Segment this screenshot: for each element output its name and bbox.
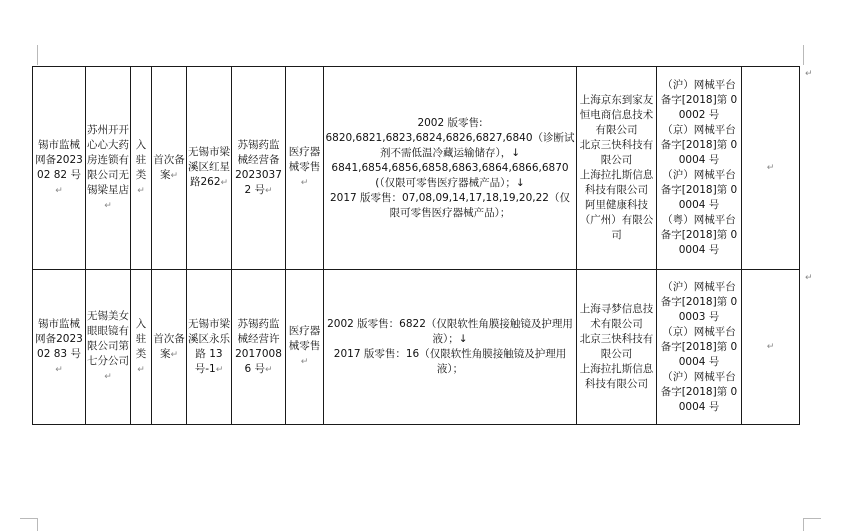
license-cell: 苏锡药监械经营备 2023037 2 号↵: [232, 67, 286, 270]
filing-table: [32, 66, 800, 425]
table-row: [33, 270, 800, 425]
scope-cell: 2002 版零售: 6820,6821,6823,6824,6826,6827,6840（诊断试剂不需低温冷藏运输储存），↓ 6841,6854,6856,6858,6863,6864,6866,6870(（仅限可零售医疗器械产品）；↓ 2017 版零售：07,08,09,14,17,18,19,20,22（仅限可零售医疗器械产品）；: [324, 67, 577, 270]
address-cell: 无锡市梁溪区永乐路 13 号-1↵: [187, 270, 232, 425]
company-cell: 无锡美女眼眼镜有限公司第七分公司↵: [86, 270, 131, 425]
platform-cell: 上海寻梦信息技术有限公司 北京三快科技有限公司 上海拉扎斯信息科技有限公司: [577, 270, 657, 425]
empty-cell: ↵: [742, 67, 800, 270]
filing-type-cell: 首次备案↵: [152, 270, 187, 425]
category-cell: 医疗器械零售↵: [286, 67, 324, 270]
record-number-cell: 锡市监械网备202302 82 号↵: [33, 67, 86, 270]
address-cell: 无锡市梁溪区红星路262↵: [187, 67, 232, 270]
table-row: [33, 67, 800, 270]
platform-filing-cell: （沪）网械平台备字[2018]第 00002 号 （京）网械平台备字[2018]第 00004 号 （沪）网械平台备字[2018]第 00004 号 （粤）网械平台备字[2018]第 00004 号: [657, 67, 742, 270]
platform-filing-cell: （沪）网械平台备字[2018]第 00003 号 （京）网械平台备字[2018]第 00004 号 （沪）网械平台备字[2018]第 00004 号: [657, 270, 742, 425]
license-cell: 苏锡药监械经营许 2017008 6 号↵: [232, 270, 286, 425]
company-cell: 苏州开开心心大药房连锁有限公司无锡梁星店↵: [86, 67, 131, 270]
platform-cell: 上海京东到家友恒电商信息技术有限公司 北京三快科技有限公司 上海拉扎斯信息科技有限公司 阿里健康科技（广州）有限公司: [577, 67, 657, 270]
category-cell: 医疗器械零售↵: [286, 270, 324, 425]
row-end-mark: ↵: [805, 273, 813, 283]
empty-cell: ↵: [742, 270, 800, 425]
record-number-cell: 锡市监械网备202302 83 号↵: [33, 270, 86, 425]
filing-type-cell: 首次备案↵: [152, 67, 187, 270]
scope-cell: 2002 版零售：6822（仅限软性角膜接触镜及护理用液）；↓ 2017 版零售：16（仅限软性角膜接触镜及护理用液）；: [324, 270, 577, 425]
type-cell: 入驻类↵: [131, 67, 152, 270]
type-cell: 入驻类↵: [131, 270, 152, 425]
row-end-mark: ↵: [805, 69, 813, 79]
